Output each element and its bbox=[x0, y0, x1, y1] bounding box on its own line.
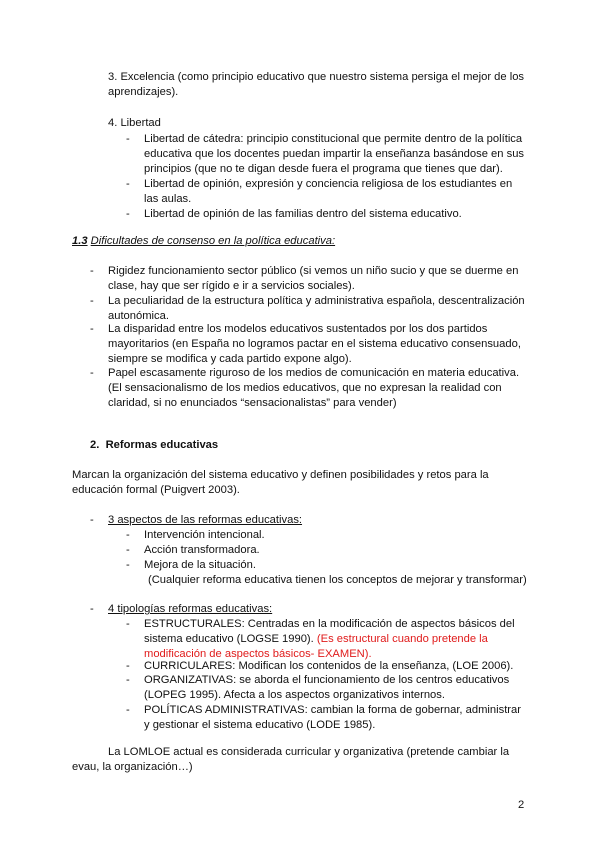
list-dash: - bbox=[90, 367, 94, 379]
list-dash: - bbox=[126, 618, 130, 630]
list-dash: - bbox=[126, 660, 130, 672]
section-1-3-number: 1.3 bbox=[72, 235, 88, 247]
tipologia-curriculares: CURRICULARES: Modifican los contenidos de la enseñanza, (LOE 2006). bbox=[144, 660, 514, 672]
tipologia-politicas: POLÍTICAS ADMINISTRATIVAS: cambian la forma de gobernar, administrar y gestionar el sistema educativo (LODE 1985). bbox=[144, 704, 521, 731]
dificultad-item-medios: Papel escasamente riguroso de los medios de comunicación en materia educativa. (El sensacionalismo de los medios educativos, que no expresan la realidad con claridad, si no enunciados “sensacionalistas” para vender) bbox=[108, 367, 520, 409]
list-dash: - bbox=[90, 265, 94, 277]
dificultad-item-rigidez: Rigidez funcionamiento sector público (si vemos un niño sucio y que se duerme en clase, hay que ser rígido e ir a servicios sociales). bbox=[108, 265, 519, 292]
aspecto-item: Acción transformadora. bbox=[144, 544, 260, 556]
list-dash: - bbox=[90, 295, 94, 307]
tipologias-title: 4 tipologías reformas educativas: bbox=[108, 603, 273, 615]
list-dash: - bbox=[126, 208, 130, 220]
list-dash: - bbox=[126, 529, 130, 541]
list-dash: - bbox=[126, 704, 130, 716]
tipologia-estructurales bbox=[144, 617, 528, 662]
section-1-3-heading bbox=[72, 234, 335, 249]
list-dash: - bbox=[90, 603, 94, 615]
lomloe-paragraph: La LOMLOE actual es considerada curricular y organizativa (pretende cambiar la evau, la organización…) bbox=[72, 746, 510, 773]
list-dash: - bbox=[126, 133, 130, 145]
page-number: 2 bbox=[518, 799, 525, 811]
tipologia-estructurales-note: (Es estructural cuando pretende la modificación de aspectos básicos- EXAMEN). bbox=[144, 633, 488, 660]
aspecto-item: Mejora de la situación. bbox=[144, 559, 256, 571]
dificultad-item-disparidad: La disparidad entre los modelos educativos sustentados por los dos partidos mayoritarios (en España no logramos pactar en el sistema educativo consensuado, siempre se modifica y cada partido expone algo). bbox=[108, 323, 521, 365]
tipologia-estructurales-text: ESTRUCTURALES: Centradas en la modificación de aspectos básicos del sistema educativo (LOGSE 1990). bbox=[144, 618, 515, 645]
libertad-item-opinion-estudiantes: Libertad de opinión, expresión y conciencia religiosa de los estudiantes en las aulas. bbox=[144, 178, 513, 205]
list-dash: - bbox=[90, 514, 94, 526]
aspecto-item: Intervención intencional. bbox=[144, 529, 265, 541]
section-2-title: Reformas educativas bbox=[105, 439, 219, 451]
dificultad-item-peculiaridad: La peculiaridad de la estructura política y administrativa española, descentralización autonómica. bbox=[108, 295, 525, 322]
libertad-item-opinion-familias: Libertad de opinión de las familias dentro del sistema educativo. bbox=[144, 208, 462, 220]
section-1-3-title: Dificultades de consenso en la política educativa: bbox=[90, 235, 336, 247]
list-dash: - bbox=[126, 559, 130, 571]
excelencia-paragraph: 3. Excelencia (como principio educativo que nuestro sistema persiga el mejor de los aprendizajes). bbox=[108, 71, 525, 98]
reformas-intro: Marcan la organización del sistema educativo y definen posibilidades y retos para la educación formal (Puigvert 2003). bbox=[72, 469, 489, 496]
list-dash: - bbox=[126, 674, 130, 686]
list-dash: - bbox=[126, 178, 130, 190]
section-2-heading bbox=[90, 438, 218, 453]
aspectos-title: 3 aspectos de las reformas educativas: bbox=[108, 514, 303, 526]
tipologia-organizativas: ORGANIZATIVAS: se aborda el funcionamiento de los centros educativos (LOPEG 1995). Afecta a los aspectos organizativos internos. bbox=[144, 674, 510, 701]
list-dash: - bbox=[126, 544, 130, 556]
libertad-title: 4. Libertad bbox=[108, 117, 161, 129]
aspectos-note: (Cualquier reforma educativa tienen los conceptos de mejorar y transformar) bbox=[148, 574, 527, 586]
libertad-item-catedra: Libertad de cátedra: principio constitucional que permite dentro de la política educativa que los docentes puedan impartir la enseñanza basándose en sus principios (que no te digan desde fuera el programa que tienes que dar). bbox=[144, 133, 525, 175]
section-2-number: 2. bbox=[90, 439, 100, 451]
list-dash: - bbox=[90, 323, 94, 335]
